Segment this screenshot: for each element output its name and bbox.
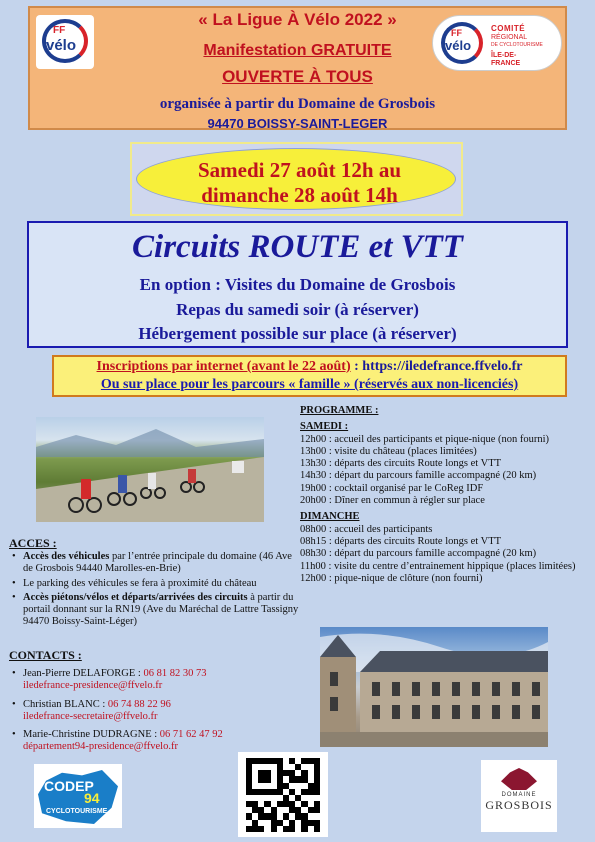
- inscriptions-label: Inscriptions par internet (avant le 22 août): [96, 359, 351, 374]
- codep94-logo: [34, 764, 122, 828]
- acces-title: ACCES :: [9, 536, 57, 550]
- programme-section: [300, 405, 590, 585]
- list-item: [9, 699, 299, 724]
- event-title: « La Ligue À Vélo 2022 »: [198, 10, 397, 29]
- grosbois-name-text: GROSBOIS: [485, 798, 553, 812]
- programme-item: 13h30 : départs des circuits Route longs et VTT: [300, 458, 502, 470]
- logo-region-text: ÎLE-DE-FRANCE: [491, 52, 521, 67]
- logo-velo-text: vélo: [445, 38, 472, 53]
- grosbois-domaine-text: DOMAINE: [501, 792, 537, 798]
- acces-pedestrians-text: à partir du portail donnant sur la RN19 (Ave du Maréchal de Lattre Tassigny 94470 Boissy-Saint-Léger): [23, 591, 299, 628]
- programme-item: 20h00 : Dîner en commun à régler sur place: [300, 495, 485, 507]
- chateau-photo-image: [320, 627, 548, 747]
- inscriptions-box: [52, 355, 567, 397]
- chateau-photo: [320, 627, 548, 747]
- qr-code-icon: [246, 758, 320, 832]
- logo-comite-text: COMITÉ: [491, 24, 526, 33]
- contact-email-link[interactable]: département94-presidence@ffvelo.fr: [23, 741, 178, 753]
- list-item: [9, 592, 299, 629]
- logo-velo-text: vélo: [46, 37, 77, 54]
- programme-item: 11h00 : visite du centre d’entrainement hippique (places limitées): [300, 560, 576, 572]
- logo-regional-text: RÉGIONAL: [491, 34, 528, 41]
- contacts-title: CONTACTS :: [9, 648, 82, 662]
- qr-code[interactable]: [238, 752, 328, 837]
- circuits-option-visits: En option : Visites du Domaine de Grosbois: [139, 275, 456, 294]
- event-open-label: OUVERTE À TOUS: [222, 67, 373, 86]
- inscriptions-line-2: Ou sur place pour les parcours « famille » (réservés aux non-licenciés): [100, 377, 519, 392]
- inscriptions-separator: :: [350, 359, 363, 374]
- codep-text: CODEP: [44, 778, 94, 794]
- event-free-label: Manifestation GRATUITE: [203, 42, 392, 59]
- dates-line-1: Samedi 27 août 12h au: [197, 158, 402, 182]
- contact-email-link[interactable]: iledefrance-presidence@ffvelo.fr: [23, 680, 163, 692]
- circuits-option-meal: Repas du samedi soir (à réserver): [176, 300, 419, 319]
- programme-item: 19h00 : cocktail organisé par le CoReg IDF: [300, 482, 484, 494]
- programme-item: 14h30 : départ du parcours famille accompagné (20 km): [300, 470, 537, 482]
- event-address: 94470 BOISSY-SAINT-LEGER: [207, 116, 388, 131]
- programme-item: 13h00 : visite du château (places limitées): [300, 445, 477, 457]
- programme-item: 12h00 : pique-nique de clôture (non fourni): [300, 572, 483, 584]
- programme-item: 08h15 : départs des circuits Route longs et VTT: [300, 535, 502, 547]
- contact-phone[interactable]: 06 74 88 22 96: [107, 698, 171, 710]
- inscriptions-url-link[interactable]: https://iledefrance.ffvelo.fr: [362, 359, 523, 374]
- contact-name: Jean-Pierre DELAFORGE :: [23, 668, 144, 679]
- horse-icon: [501, 768, 537, 790]
- inscriptions-line-1: [54, 359, 565, 375]
- logo-ff-text: FF: [53, 25, 66, 36]
- contact-name: Marie-Christine DUDRAGNE :: [23, 729, 160, 741]
- programme-item: 08h30 : départ du parcours famille accompagné (20 km): [300, 548, 537, 560]
- circuits-title: Circuits ROUTE et VTT: [132, 229, 463, 265]
- contact-phone[interactable]: 06 71 62 47 92: [159, 729, 223, 741]
- cyclists-photo-image: [36, 417, 264, 522]
- programme-item: 12h00 : accueil des participants et pique-nique (non fourni): [300, 433, 550, 445]
- programme-item: 08h00 : accueil des participants: [300, 523, 433, 535]
- codep-number: 94: [84, 790, 100, 806]
- acces-list: [9, 551, 299, 631]
- dimanche-title: DIMANCHE: [300, 511, 360, 523]
- dates-box: [130, 142, 463, 216]
- acces-vehicles-text: par l’entrée principale du domaine (46 Ave de Grosbois 94440 Marolles-en-Brie): [23, 551, 292, 575]
- circuits-option-lodging: Hébergement possible sur place (à réserver): [138, 324, 457, 343]
- circuits-box: [27, 221, 568, 348]
- contact-phone[interactable]: 06 81 82 30 73: [143, 668, 207, 679]
- list-item: [9, 729, 299, 754]
- contacts-list: [9, 668, 299, 760]
- domaine-grosbois-logo: [481, 760, 557, 832]
- event-organiser: organisée à partir du Domaine de Grosbois: [159, 96, 436, 112]
- acces-vehicles-label: Accès des véhicules: [23, 551, 110, 562]
- dates-line-2: dimanche 28 août 14h: [201, 183, 398, 207]
- acces-parking-text: Le parking des véhicules se fera à proximité du château: [23, 577, 257, 589]
- logo-ff-text: FF: [451, 28, 462, 38]
- acces-pedestrians-label: Accès piétons/vélos et départs/arrivées des circuits: [23, 591, 248, 603]
- contact-email-link[interactable]: iledefrance-secretaire@ffvelo.fr: [23, 710, 158, 722]
- programme-title: PROGRAMME :: [300, 405, 379, 416]
- codep-subtitle: CYCLOTOURISME: [46, 808, 108, 815]
- logo-cyclotourisme-text: DE CYCLOTOURISME: [491, 42, 543, 48]
- dates-oval: [136, 148, 456, 210]
- cyclists-photo: [36, 417, 264, 522]
- contact-name: Christian BLANC :: [23, 698, 108, 710]
- list-item: [9, 578, 299, 590]
- list-item: [9, 668, 299, 693]
- list-item: [9, 551, 299, 576]
- samedi-title: SAMEDI :: [300, 421, 349, 433]
